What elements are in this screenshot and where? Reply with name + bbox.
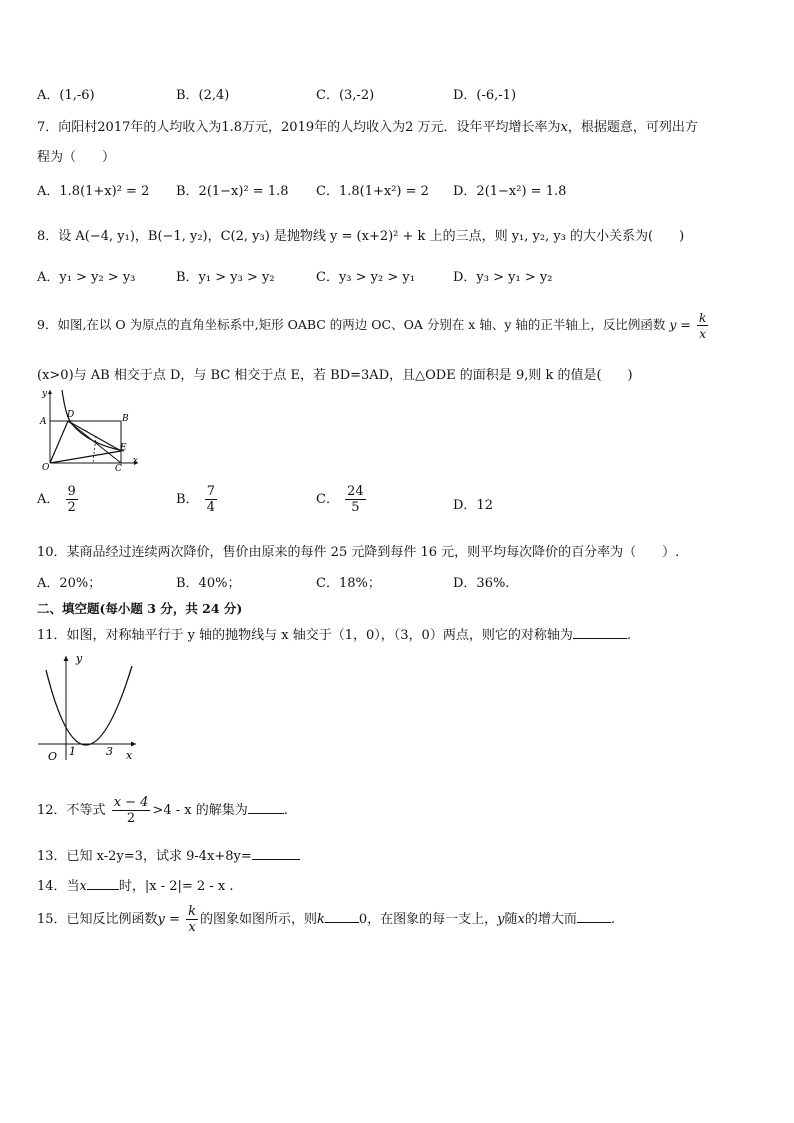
q15-prefix: 15．已知反比例函数 <box>37 912 158 927</box>
q12-prefix: 12．不等式 <box>37 803 106 818</box>
q13-stem <box>37 845 300 864</box>
q9-option-d <box>453 494 493 513</box>
q7-stem-cont: 程为（ ） <box>37 150 116 165</box>
q15-tail: . <box>610 912 616 927</box>
q9-label-x: x <box>133 456 139 466</box>
q9-segment-od <box>50 421 68 463</box>
q11-x-arrow <box>131 742 136 747</box>
q9-y-arrow <box>48 390 52 394</box>
q12-num: x − 4 <box>113 795 149 810</box>
q15-blank-2[interactable] <box>577 912 611 923</box>
q9-stem-text-1: 9．如图,在以 O 为原点的直角坐标系中,矩形 OABC 的两边 OC、OA 分别在 x 轴、y 轴的正半轴上，反比例函数 <box>37 317 666 332</box>
q13-text: 13．已知 x-2y=3，试求 9-4x+8y= <box>37 849 252 864</box>
q9-figure <box>36 384 142 472</box>
q8-stem: 8．设 A(−4, y₁)，B(−1, y₂)，C(2, y₃) 是抛物线 y = (x+2)² + k 上的三点，则 y₁, y₂, y₃ 的大小关系为( ) <box>37 229 685 244</box>
q14-answer-blank[interactable] <box>87 879 119 890</box>
q6-option-a: A．(1,-6) <box>37 88 95 103</box>
q7-option-a: A．1.8(1+x)² = 2 <box>37 184 150 199</box>
q12-suffix: >4 - x 的解集为 <box>152 803 248 818</box>
q9-option-a-label: A． <box>37 492 60 507</box>
q15-y: y <box>497 912 505 927</box>
q9-label-c: C <box>115 464 122 472</box>
q9-label-y: y <box>42 389 48 399</box>
q9-func-fraction <box>697 310 709 341</box>
q9-option-b-num: 7 <box>206 484 215 499</box>
q14-stem <box>37 875 233 894</box>
q15-mid1: 的图象如图所示，则 <box>199 912 317 927</box>
q15-mid4: 的增大而 <box>524 912 577 927</box>
q10-option-d: D．36%. <box>453 576 510 591</box>
q9-option-d-text: 12 <box>476 498 493 513</box>
q9-label-a: A <box>40 417 47 427</box>
q11-label-o: O <box>48 750 58 763</box>
q9-option-b-label: B． <box>176 492 199 507</box>
q7-stem-text-2: ，根据题意，可列出方 <box>567 120 698 135</box>
q15-blank-1[interactable] <box>325 912 359 923</box>
q9-dashed-line <box>93 436 96 463</box>
q9-segment-dc <box>68 421 121 463</box>
q11-parabola <box>46 666 132 745</box>
q9-segment-oe <box>50 451 121 463</box>
q14-mid: 时，|x - 2|= 2 - x . <box>118 879 234 894</box>
q11-label-3: 3 <box>106 745 113 758</box>
q11-label-x: x <box>126 749 133 762</box>
q12-fraction <box>112 795 151 826</box>
q15-k: k <box>316 912 325 927</box>
q10-stem: 10．某商品经过连续两次降价，售价由原来的每件 25 元降到每件 16 元，则平均每次降价的百分率为（ ）. <box>37 545 680 560</box>
q12-stem <box>37 795 288 826</box>
q8-option-b: B．y₁ > y₃ > y₂ <box>176 270 275 285</box>
q9-label-d: D <box>67 410 75 420</box>
q11-label-y: y <box>76 652 83 665</box>
q9-option-b <box>176 484 219 515</box>
q12-answer-blank[interactable] <box>248 803 284 814</box>
q12-tail: . <box>283 803 288 818</box>
q11-stem-tail: . <box>626 628 631 643</box>
q9-option-c-label: C． <box>316 492 339 507</box>
q9-label-o: O <box>42 463 50 472</box>
q8-option-d: D．y₃ > y₁ > y₂ <box>453 270 553 285</box>
q11-stem <box>37 624 631 643</box>
q10-option-b: B．40%； <box>176 576 241 591</box>
q15-lhs: y = <box>157 912 180 927</box>
q8-option-a: A．y₁ > y₂ > y₃ <box>37 270 136 285</box>
q9-option-a <box>37 484 80 515</box>
q9-label-b: B <box>122 414 129 424</box>
q11-answer-blank[interactable] <box>573 628 627 639</box>
q10-option-a: A．20%； <box>37 576 102 591</box>
q15-mid2: 0，在图象的每一支上， <box>358 912 498 927</box>
q9-option-b-den: 4 <box>206 500 215 515</box>
q7-stem-text-1: 7．向阳村2017年的人均收入为1.8万元，2019年的人均收入为2 万元．设年平均增长率为 <box>37 120 561 135</box>
q9-option-c <box>316 484 368 515</box>
q12-den: 2 <box>126 811 136 826</box>
q9-func-lhs: y = <box>669 317 691 332</box>
q9-option-c-fraction <box>345 484 366 515</box>
q9-label-e: E <box>120 443 127 453</box>
q7-option-c: C．1.8(1+x²) = 2 <box>316 184 429 199</box>
q14-prefix: 14．当 <box>37 879 80 894</box>
q15-fraction <box>186 904 198 935</box>
q9-func-num: k <box>698 310 707 325</box>
q9-stem <box>37 310 710 341</box>
q15-stem <box>37 904 615 935</box>
q9-option-b-fraction <box>205 484 217 515</box>
q9-option-c-den: 5 <box>351 500 360 515</box>
q9-option-d-label: D． <box>453 498 477 513</box>
q6-option-d: D．(-6,-1) <box>453 88 517 103</box>
q9-stem-cont: (x>0)与 AB 相交于点 D，与 BC 相交于点 E，若 BD=3AD，且△ODE 的面积是 9,则 k 的值是( ) <box>37 368 633 383</box>
q15-mid3: 随 <box>504 912 518 927</box>
q9-option-a-den: 2 <box>67 500 76 515</box>
q15-num: k <box>188 904 196 919</box>
q10-option-c: C．18%； <box>316 576 381 591</box>
section-2-title: 二、填空题(每小题 3 分，共 24 分) <box>37 601 243 616</box>
q14-var: x <box>79 879 87 894</box>
q11-y-arrow <box>64 656 69 661</box>
q15-x: x <box>517 912 525 927</box>
q11-figure <box>36 652 142 764</box>
q11-label-1: 1 <box>69 745 76 758</box>
q9-func-den: x <box>699 326 707 341</box>
q9-option-a-num: 9 <box>67 484 76 499</box>
q6-option-c: C．(3,-2) <box>316 88 375 103</box>
q9-option-c-num: 24 <box>347 484 364 499</box>
q15-den: x <box>188 920 196 935</box>
q9-option-a-fraction <box>66 484 78 515</box>
q11-stem-text: 11．如图，对称轴平行于 y 轴的抛物线与 x 轴交于（1，0），（3，0）两点，则它的对称轴为 <box>37 628 573 643</box>
q9-segment-de <box>68 421 121 451</box>
q7-stem <box>37 116 698 135</box>
q6-option-b: B．(2,4) <box>176 88 230 103</box>
q7-option-b: B．2(1−x)² = 1.8 <box>176 184 289 199</box>
q8-option-c: C．y₃ > y₂ > y₁ <box>316 270 415 285</box>
q7-option-d: D．2(1−x²) = 1.8 <box>453 184 567 199</box>
q13-answer-blank[interactable] <box>252 849 300 860</box>
q7-var: x <box>560 120 568 135</box>
